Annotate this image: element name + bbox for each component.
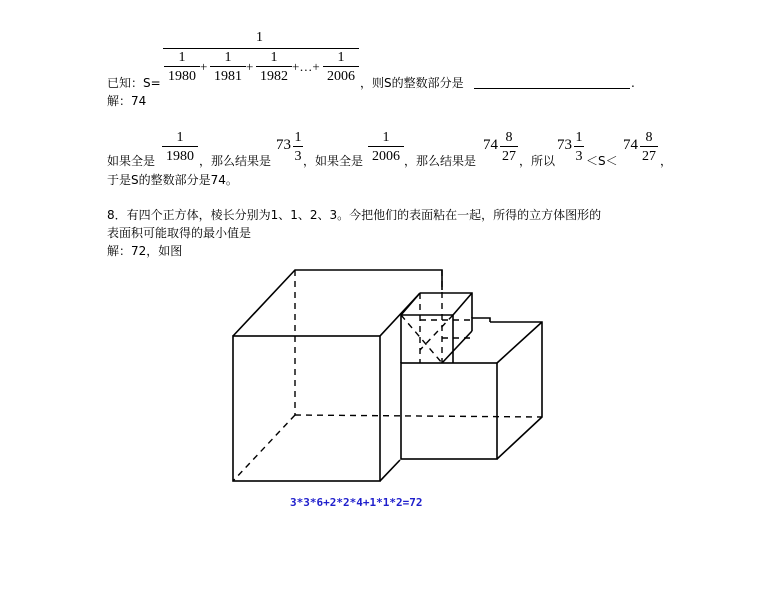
problem7-prefix: 已知：S= bbox=[107, 76, 161, 90]
area-formula: 3*3*6+2*2*4+1*1*2=72 bbox=[290, 496, 423, 509]
medium-cube-step bbox=[472, 318, 490, 331]
small-cube-depth-edge bbox=[453, 293, 472, 315]
problem7-suffix: ，则S的整数部分是 bbox=[360, 76, 464, 90]
explanation-part6: ＜S＜ bbox=[586, 154, 618, 168]
hidden-back-bottom-edge bbox=[295, 415, 542, 417]
mixed-number-fraction: 8 27 bbox=[642, 130, 656, 164]
explanation-part3: ，如果全是 bbox=[303, 154, 364, 168]
explanation-part7: ， bbox=[660, 154, 673, 168]
term-fraction-1: 1 1980 bbox=[164, 50, 200, 84]
medium-cube-left-edge bbox=[401, 293, 420, 363]
hidden-bottom-depth-edge bbox=[233, 415, 295, 481]
large-cube-bottom-depth-edge bbox=[380, 460, 400, 481]
mixed-number-fraction: 1 3 bbox=[575, 130, 583, 164]
cube-assembly-figure bbox=[220, 260, 560, 518]
problem8-line2: 表面积可能取得的最小值是 bbox=[107, 226, 252, 240]
explanation-part5: ，所以 bbox=[519, 154, 556, 168]
small-cube-base-edge bbox=[442, 331, 472, 363]
term-fraction-3: 1 1982 bbox=[256, 50, 292, 84]
mixed-number-fraction: 8 27 bbox=[502, 130, 516, 164]
end-mark: . bbox=[631, 76, 635, 90]
mixed-number-fraction: 1 3 bbox=[294, 130, 302, 164]
explanation-conclusion: 于是S的整数部分是74。 bbox=[107, 173, 238, 187]
term-fraction-4: 1 2006 bbox=[323, 50, 359, 84]
big-numerator: 1 bbox=[256, 30, 263, 45]
mixed-number-whole: 74 bbox=[483, 137, 498, 153]
problem8-line1: 8．有四个正方体，棱长分别为1、1、2、3。今把他们的表面粘在一起，所得的立方体图形的 bbox=[107, 208, 602, 222]
explanation-fraction-2: 1 2006 bbox=[368, 130, 404, 164]
hidden-diagonal-edge bbox=[401, 315, 442, 363]
explanation-part1: 如果全是 bbox=[107, 154, 156, 168]
explanation-fraction-1: 1 1980 bbox=[162, 130, 198, 164]
mixed-number-whole: 73 bbox=[557, 137, 572, 153]
main-fraction-bar bbox=[163, 48, 359, 49]
explanation-part4: ，那么结果是 bbox=[404, 154, 477, 168]
answer-blank bbox=[474, 88, 630, 89]
medium-cube-front-face bbox=[401, 363, 497, 459]
problem8-answer: 解：72，如图 bbox=[107, 244, 183, 258]
mixed-number-whole: 73 bbox=[276, 137, 291, 153]
medium-cube-top-depth-edge bbox=[497, 322, 542, 363]
problem7-answer: 解：74 bbox=[107, 94, 147, 108]
plus-sign: + bbox=[246, 59, 254, 74]
plus-sign: + bbox=[200, 59, 208, 74]
mixed-number-whole: 74 bbox=[623, 137, 638, 153]
large-cube-front-face bbox=[233, 336, 380, 481]
term-fraction-2: 1 1981 bbox=[210, 50, 246, 84]
ellipsis-plus: +…+ bbox=[292, 59, 320, 74]
explanation-part2: ，那么结果是 bbox=[199, 154, 272, 168]
